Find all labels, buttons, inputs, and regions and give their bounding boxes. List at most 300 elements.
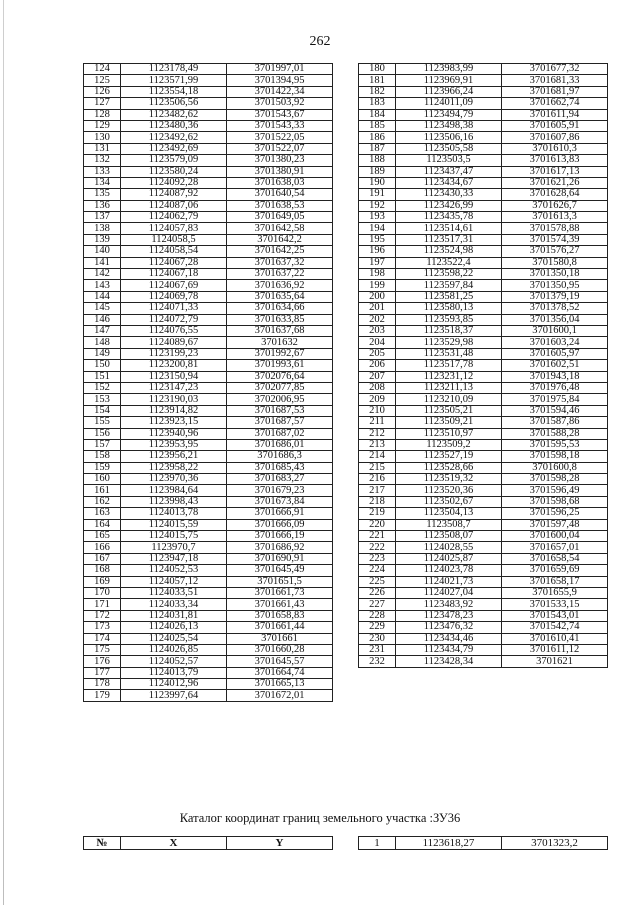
point-number: 163 bbox=[84, 508, 121, 519]
coord-x: 1124012,96 bbox=[121, 679, 227, 690]
coord-x: 1123580,13 bbox=[396, 303, 502, 314]
point-number: 125 bbox=[84, 75, 121, 86]
coord-x: 1123580,24 bbox=[121, 166, 227, 177]
coord-x: 1123509,21 bbox=[396, 417, 502, 428]
coord-y: 3701378,52 bbox=[502, 303, 608, 314]
point-number: 228 bbox=[359, 610, 396, 621]
table-row bbox=[84, 382, 333, 393]
point-number: 132 bbox=[84, 155, 121, 166]
coord-x: 1123554,18 bbox=[121, 86, 227, 97]
table-row bbox=[84, 212, 333, 223]
coord-y: 3701600,1 bbox=[502, 325, 608, 336]
point-number: 154 bbox=[84, 405, 121, 416]
coordinates-table-left bbox=[83, 63, 333, 702]
coord-x: 1123571,99 bbox=[121, 75, 227, 86]
table-row bbox=[359, 200, 608, 211]
coord-y: 3701611,94 bbox=[502, 109, 608, 120]
coord-x: 1123482,62 bbox=[121, 109, 227, 120]
table-row bbox=[84, 325, 333, 336]
table-row bbox=[359, 508, 608, 519]
coord-y: 3701610,41 bbox=[502, 633, 608, 644]
point-number: 204 bbox=[359, 337, 396, 348]
coord-y: 3701659,69 bbox=[502, 565, 608, 576]
table-row bbox=[84, 542, 333, 553]
coord-x: 1123529,98 bbox=[396, 337, 502, 348]
coord-y: 3701635,64 bbox=[227, 291, 333, 302]
coord-y: 3701597,48 bbox=[502, 519, 608, 530]
point-number: 162 bbox=[84, 496, 121, 507]
table-row bbox=[359, 519, 608, 530]
coord-y: 3701649,05 bbox=[227, 212, 333, 223]
table-row bbox=[84, 75, 333, 86]
coord-x: 1123505,21 bbox=[396, 405, 502, 416]
table-row bbox=[359, 132, 608, 143]
table-row bbox=[84, 599, 333, 610]
point-number: 210 bbox=[359, 405, 396, 416]
point-number: 138 bbox=[84, 223, 121, 234]
coord-x: 1124023,78 bbox=[396, 565, 502, 576]
coord-x: 1124076,55 bbox=[121, 325, 227, 336]
coord-x: 1123231,12 bbox=[396, 371, 502, 382]
coord-y: 3701576,27 bbox=[502, 246, 608, 257]
coord-x: 1123508,7 bbox=[396, 519, 502, 530]
table-row bbox=[359, 542, 608, 553]
coord-x: 1124033,51 bbox=[121, 587, 227, 598]
coord-y: 3701380,23 bbox=[227, 155, 333, 166]
coord-x: 1123200,81 bbox=[121, 360, 227, 371]
point-number: 158 bbox=[84, 451, 121, 462]
coord-y: 3701634,66 bbox=[227, 303, 333, 314]
coord-x: 1123434,67 bbox=[396, 177, 502, 188]
coord-x: 1123478,23 bbox=[396, 610, 502, 621]
table-row bbox=[359, 633, 608, 644]
coord-y: 3701638,03 bbox=[227, 177, 333, 188]
point-number: 156 bbox=[84, 428, 121, 439]
table-row bbox=[359, 120, 608, 131]
point-number: 211 bbox=[359, 417, 396, 428]
point-number: 191 bbox=[359, 189, 396, 200]
coord-x: 1123593,85 bbox=[396, 314, 502, 325]
point-number: 221 bbox=[359, 531, 396, 542]
coord-y: 3701610,3 bbox=[502, 143, 608, 154]
coord-y: 3701651,5 bbox=[227, 576, 333, 587]
coord-x: 1123528,66 bbox=[396, 462, 502, 473]
point-number: 178 bbox=[84, 679, 121, 690]
coord-y: 3701605,91 bbox=[502, 120, 608, 131]
coord-x: 1123517,31 bbox=[396, 234, 502, 245]
point-number: 193 bbox=[359, 212, 396, 223]
table-row bbox=[84, 314, 333, 325]
coord-y: 3701621 bbox=[502, 656, 608, 667]
coord-y: 3701637,32 bbox=[227, 257, 333, 268]
coord-y: 3701587,86 bbox=[502, 417, 608, 428]
coord-y: 3701681,97 bbox=[502, 86, 608, 97]
point-number: 195 bbox=[359, 234, 396, 245]
coord-y: 3701611,12 bbox=[502, 644, 608, 655]
coord-y: 3701637,68 bbox=[227, 325, 333, 336]
coord-y: 3701632 bbox=[227, 337, 333, 348]
table-row bbox=[359, 462, 608, 473]
table-row bbox=[84, 280, 333, 291]
coord-y: 3701687,57 bbox=[227, 417, 333, 428]
table-row bbox=[359, 246, 608, 257]
table-row bbox=[359, 189, 608, 200]
point-number: 130 bbox=[84, 132, 121, 143]
point-number: 168 bbox=[84, 565, 121, 576]
point-number: 206 bbox=[359, 360, 396, 371]
coord-y: 3701997,01 bbox=[227, 64, 333, 75]
table-row bbox=[359, 303, 608, 314]
point-number: 160 bbox=[84, 474, 121, 485]
point-number: 215 bbox=[359, 462, 396, 473]
point-number: 181 bbox=[359, 75, 396, 86]
coord-y: 3701542,74 bbox=[502, 622, 608, 633]
table-row bbox=[84, 622, 333, 633]
coord-x: 1124025,87 bbox=[396, 553, 502, 564]
coord-y: 3701636,92 bbox=[227, 280, 333, 291]
coord-x: 1123190,03 bbox=[121, 394, 227, 405]
table-row bbox=[359, 325, 608, 336]
coord-x: 1124067,18 bbox=[121, 269, 227, 280]
coord-y: 3701503,92 bbox=[227, 98, 333, 109]
point-number: 192 bbox=[359, 200, 396, 211]
table-row bbox=[359, 257, 608, 268]
point-number: 150 bbox=[84, 360, 121, 371]
coord-x: 1124062,79 bbox=[121, 212, 227, 223]
point-number: 139 bbox=[84, 234, 121, 245]
coord-y: 3701681,33 bbox=[502, 75, 608, 86]
point-number: 230 bbox=[359, 633, 396, 644]
point-number: 209 bbox=[359, 394, 396, 405]
coord-x: 1124026,13 bbox=[121, 622, 227, 633]
coord-y: 3701993,61 bbox=[227, 360, 333, 371]
coord-x: 1123522,4 bbox=[396, 257, 502, 268]
table-row bbox=[359, 531, 608, 542]
coord-y: 3701394,95 bbox=[227, 75, 333, 86]
table-row bbox=[84, 531, 333, 542]
table-row bbox=[359, 155, 608, 166]
table-row bbox=[359, 474, 608, 485]
table-row bbox=[359, 622, 608, 633]
coord-y: 3701588,28 bbox=[502, 428, 608, 439]
coord-x: 1123923,15 bbox=[121, 417, 227, 428]
coord-x: 1124015,75 bbox=[121, 531, 227, 542]
table-row bbox=[359, 86, 608, 97]
point-number: 231 bbox=[359, 644, 396, 655]
coord-y: 3701661 bbox=[227, 633, 333, 644]
point-number: 196 bbox=[359, 246, 396, 257]
coord-y: 3701522,07 bbox=[227, 143, 333, 154]
coord-y: 3701594,46 bbox=[502, 405, 608, 416]
table-row bbox=[359, 553, 608, 564]
table-row bbox=[84, 177, 333, 188]
point-number: 124 bbox=[84, 64, 121, 75]
table-row bbox=[359, 837, 608, 850]
point-number: 149 bbox=[84, 348, 121, 359]
coord-x: 1123434,46 bbox=[396, 633, 502, 644]
point-number: 187 bbox=[359, 143, 396, 154]
coord-y: 3701621,26 bbox=[502, 177, 608, 188]
point-number: 169 bbox=[84, 576, 121, 587]
coord-y: 3701943,18 bbox=[502, 371, 608, 382]
table-row bbox=[84, 417, 333, 428]
coord-x: 1124028,55 bbox=[396, 542, 502, 553]
coord-y: 3701580,8 bbox=[502, 257, 608, 268]
coord-x: 1123531,48 bbox=[396, 348, 502, 359]
coord-x: 1123506,16 bbox=[396, 132, 502, 143]
coord-x: 1124058,54 bbox=[121, 246, 227, 257]
table-row bbox=[359, 610, 608, 621]
coord-x: 1123519,32 bbox=[396, 474, 502, 485]
coord-x: 1123983,99 bbox=[396, 64, 502, 75]
point-number: 144 bbox=[84, 291, 121, 302]
coord-y: 3701356,04 bbox=[502, 314, 608, 325]
point-number: 1 bbox=[359, 837, 396, 850]
point-number: 225 bbox=[359, 576, 396, 587]
coord-y: 3701603,24 bbox=[502, 337, 608, 348]
table-row bbox=[84, 246, 333, 257]
table-row bbox=[84, 428, 333, 439]
coord-y: 3701658,54 bbox=[502, 553, 608, 564]
coord-y: 3701522,05 bbox=[227, 132, 333, 143]
table-row bbox=[359, 348, 608, 359]
table-row bbox=[84, 120, 333, 131]
coord-x: 1123509,2 bbox=[396, 439, 502, 450]
coord-x: 1124071,33 bbox=[121, 303, 227, 314]
point-number: 186 bbox=[359, 132, 396, 143]
coord-x: 1124021,73 bbox=[396, 576, 502, 587]
table-row bbox=[359, 212, 608, 223]
point-number: 216 bbox=[359, 474, 396, 485]
coord-x: 1123430,33 bbox=[396, 189, 502, 200]
coord-x: 1123997,64 bbox=[121, 690, 227, 701]
coord-y: 3701683,27 bbox=[227, 474, 333, 485]
coord-x: 1123178,49 bbox=[121, 64, 227, 75]
coord-y: 3701422,34 bbox=[227, 86, 333, 97]
coord-x: 1124015,59 bbox=[121, 519, 227, 530]
coord-y: 3702006,95 bbox=[227, 394, 333, 405]
coord-y: 3701578,88 bbox=[502, 223, 608, 234]
coord-x: 1124067,28 bbox=[121, 257, 227, 268]
point-number: 205 bbox=[359, 348, 396, 359]
catalog-header-row bbox=[84, 837, 333, 850]
point-number: 145 bbox=[84, 303, 121, 314]
point-number: 173 bbox=[84, 622, 121, 633]
point-number: 224 bbox=[359, 565, 396, 576]
point-number: 185 bbox=[359, 120, 396, 131]
table-row bbox=[84, 360, 333, 371]
coord-x: 1123517,78 bbox=[396, 360, 502, 371]
table-row bbox=[359, 223, 608, 234]
coord-y: 3701690,91 bbox=[227, 553, 333, 564]
table-row bbox=[359, 75, 608, 86]
coord-y: 3701687,02 bbox=[227, 428, 333, 439]
coord-x: 1123527,19 bbox=[396, 451, 502, 462]
table-row bbox=[84, 132, 333, 143]
page-number: 262 bbox=[309, 34, 331, 49]
coord-x: 1124033,34 bbox=[121, 599, 227, 610]
coord-x: 1123504,13 bbox=[396, 508, 502, 519]
table-row bbox=[84, 155, 333, 166]
coord-x: 1124025,54 bbox=[121, 633, 227, 644]
coord-y: 3701677,32 bbox=[502, 64, 608, 75]
table-row bbox=[359, 656, 608, 667]
point-number: 198 bbox=[359, 269, 396, 280]
table-row bbox=[84, 64, 333, 75]
coord-y: 3701605,97 bbox=[502, 348, 608, 359]
coord-y: 3702077,85 bbox=[227, 382, 333, 393]
coord-y: 3701533,15 bbox=[502, 599, 608, 610]
coord-y: 3701687,53 bbox=[227, 405, 333, 416]
table-row bbox=[84, 337, 333, 348]
point-number: 127 bbox=[84, 98, 121, 109]
table-row bbox=[359, 166, 608, 177]
table-row bbox=[359, 291, 608, 302]
coord-x: 1123492,62 bbox=[121, 132, 227, 143]
table-row bbox=[84, 565, 333, 576]
coord-y: 3701685,43 bbox=[227, 462, 333, 473]
table-row bbox=[84, 143, 333, 154]
coord-x: 1123506,56 bbox=[121, 98, 227, 109]
coord-x: 1123428,34 bbox=[396, 656, 502, 667]
coord-x: 1123579,09 bbox=[121, 155, 227, 166]
coord-x: 1124087,06 bbox=[121, 200, 227, 211]
point-number: 217 bbox=[359, 485, 396, 496]
table-row bbox=[84, 656, 333, 667]
coord-x: 1123998,43 bbox=[121, 496, 227, 507]
point-number: 218 bbox=[359, 496, 396, 507]
coord-x: 1123966,24 bbox=[396, 86, 502, 97]
coord-x: 1123510,97 bbox=[396, 428, 502, 439]
table-row bbox=[84, 553, 333, 564]
coord-y: 3701543,67 bbox=[227, 109, 333, 120]
coord-y: 3701665,13 bbox=[227, 679, 333, 690]
table-row bbox=[84, 98, 333, 109]
coord-x: 1123483,92 bbox=[396, 599, 502, 610]
table-row bbox=[84, 189, 333, 200]
table-row bbox=[84, 371, 333, 382]
point-number: 180 bbox=[359, 64, 396, 75]
coord-x: 1124069,78 bbox=[121, 291, 227, 302]
table-row bbox=[84, 576, 333, 587]
coord-x: 1124087,92 bbox=[121, 189, 227, 200]
coord-y: 3701602,51 bbox=[502, 360, 608, 371]
coord-x: 1123518,37 bbox=[396, 325, 502, 336]
coord-x: 1123476,32 bbox=[396, 622, 502, 633]
table-row bbox=[359, 109, 608, 120]
coord-y: 3701379,19 bbox=[502, 291, 608, 302]
table-row bbox=[359, 644, 608, 655]
point-number: 161 bbox=[84, 485, 121, 496]
table-row bbox=[84, 234, 333, 245]
point-number: 152 bbox=[84, 382, 121, 393]
table-row bbox=[84, 610, 333, 621]
coord-x: 1124011,09 bbox=[396, 98, 502, 109]
coord-x: 1124057,12 bbox=[121, 576, 227, 587]
table-row bbox=[84, 496, 333, 507]
coord-y: 3701686,3 bbox=[227, 451, 333, 462]
coord-y: 3701673,84 bbox=[227, 496, 333, 507]
coord-y: 3701658,83 bbox=[227, 610, 333, 621]
coord-y: 3701658,17 bbox=[502, 576, 608, 587]
coord-y: 3701626,7 bbox=[502, 200, 608, 211]
coord-x: 1124027,04 bbox=[396, 587, 502, 598]
coord-x: 1123940,96 bbox=[121, 428, 227, 439]
table-row bbox=[359, 565, 608, 576]
coord-x: 1124013,78 bbox=[121, 508, 227, 519]
table-row bbox=[359, 439, 608, 450]
point-number: 227 bbox=[359, 599, 396, 610]
coord-y: 3701660,28 bbox=[227, 644, 333, 655]
coord-x: 1124058,5 bbox=[121, 234, 227, 245]
coord-y: 3701350,95 bbox=[502, 280, 608, 291]
coord-y: 3701686,01 bbox=[227, 439, 333, 450]
point-number: 129 bbox=[84, 120, 121, 131]
point-number: 174 bbox=[84, 633, 121, 644]
coord-x: 1123437,47 bbox=[396, 166, 502, 177]
point-number: 220 bbox=[359, 519, 396, 530]
table-row bbox=[84, 451, 333, 462]
coord-x: 1123494,79 bbox=[396, 109, 502, 120]
coord-y: 3701598,28 bbox=[502, 474, 608, 485]
point-number: 170 bbox=[84, 587, 121, 598]
point-number: 140 bbox=[84, 246, 121, 257]
point-number: 146 bbox=[84, 314, 121, 325]
coord-x: 1123480,36 bbox=[121, 120, 227, 131]
coord-x: 1123502,67 bbox=[396, 496, 502, 507]
coord-y: 3701661,73 bbox=[227, 587, 333, 598]
coord-y: 3701598,68 bbox=[502, 496, 608, 507]
coord-y: 3701992,67 bbox=[227, 348, 333, 359]
coord-y: 3701574,39 bbox=[502, 234, 608, 245]
coord-y: 3701686,92 bbox=[227, 542, 333, 553]
point-number: 133 bbox=[84, 166, 121, 177]
point-number: 177 bbox=[84, 667, 121, 678]
table-row bbox=[359, 587, 608, 598]
coord-y: 3701664,74 bbox=[227, 667, 333, 678]
table-row bbox=[359, 576, 608, 587]
coord-x: 1124092,28 bbox=[121, 177, 227, 188]
catalog-header-table bbox=[83, 836, 333, 850]
point-number: 167 bbox=[84, 553, 121, 564]
table-row bbox=[359, 64, 608, 75]
point-number: 136 bbox=[84, 200, 121, 211]
point-number: 226 bbox=[359, 587, 396, 598]
point-number: 175 bbox=[84, 644, 121, 655]
coordinates-table-right bbox=[358, 63, 608, 668]
coord-y: 3701617,13 bbox=[502, 166, 608, 177]
point-number: 165 bbox=[84, 531, 121, 542]
table-row bbox=[84, 508, 333, 519]
coord-x: 1124026,85 bbox=[121, 644, 227, 655]
table-row bbox=[84, 269, 333, 280]
coord-y: 3701350,18 bbox=[502, 269, 608, 280]
table-row bbox=[359, 485, 608, 496]
point-number: 199 bbox=[359, 280, 396, 291]
point-number: 141 bbox=[84, 257, 121, 268]
table-row bbox=[359, 599, 608, 610]
coord-x: 1123492,69 bbox=[121, 143, 227, 154]
coord-y: 3701642,58 bbox=[227, 223, 333, 234]
coord-y: 3701596,49 bbox=[502, 485, 608, 496]
coord-x: 1124052,53 bbox=[121, 565, 227, 576]
table-row bbox=[84, 291, 333, 302]
coord-x: 1124067,69 bbox=[121, 280, 227, 291]
coord-x: 1124013,79 bbox=[121, 667, 227, 678]
table-row bbox=[84, 394, 333, 405]
coord-x: 1123503,5 bbox=[396, 155, 502, 166]
table-row bbox=[84, 587, 333, 598]
